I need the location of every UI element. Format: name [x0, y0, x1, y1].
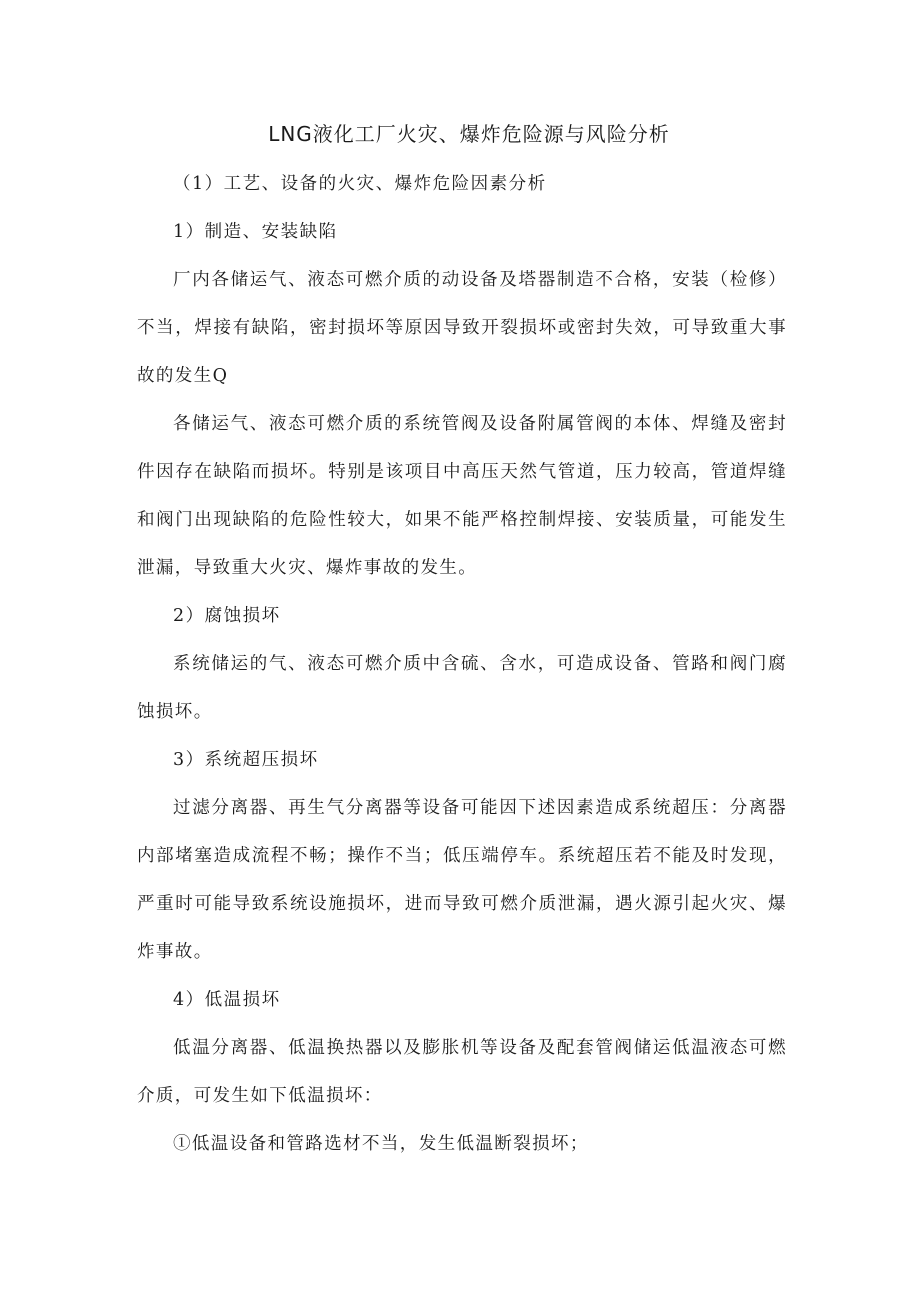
item-heading-1: 1）制造、安装缺陷 [173, 222, 338, 242]
item-heading-2: 2）腐蚀损坏 [173, 606, 281, 626]
document-title: LNG液化工厂火灾、爆炸危险源与风险分析 [268, 122, 670, 146]
paragraph: 低温分离器、低温换热器以及膨胀机等设备及配套管阀储运低温液态可燃介质，可发生如下低温损坏： [137, 1038, 787, 1106]
paragraph: 各储运气、液态可燃介质的系统管阀及设备附属管阀的本体、焊缝及密封件因存在缺陷而损坏。特别是该项目中高压天然气管道，压力较高，管道焊缝和阀门出现缺陷的危险性较大，如果不能严格控制焊接、安装质量，可能发生泄漏，导致重大火灾、爆炸事故的发生。 [137, 414, 787, 578]
section-heading: （1）工艺、设备的火灾、爆炸危险因素分析 [173, 174, 547, 194]
item-heading-3: 3）系统超压损坏 [173, 750, 319, 770]
document-body [137, 112, 787, 1168]
paragraph: 系统储运的气、液态可燃介质中含硫、含水，可造成设备、管路和阀门腐蚀损坏。 [137, 654, 787, 722]
paragraph: 过滤分离器、再生气分离器等设备可能因下述因素造成系统超压：分离器内部堵塞造成流程不畅；操作不当；低压端停车。系统超压若不能及时发现，严重时可能导致系统设施损坏，进而导致可燃介质泄漏，遇火源引起火灾、爆炸事故。 [137, 798, 787, 962]
item-heading-4: 4）低温损坏 [173, 990, 281, 1010]
paragraph: 厂内各储运气、液态可燃介质的动设备及塔器制造不合格，安装（检修）不当，焊接有缺陷，密封损坏等原因导致开裂损坏或密封失效，可导致重大事故的发生Q [137, 270, 787, 386]
paragraph: ①低温设备和管路选材不当，发生低温断裂损坏； [173, 1134, 589, 1154]
